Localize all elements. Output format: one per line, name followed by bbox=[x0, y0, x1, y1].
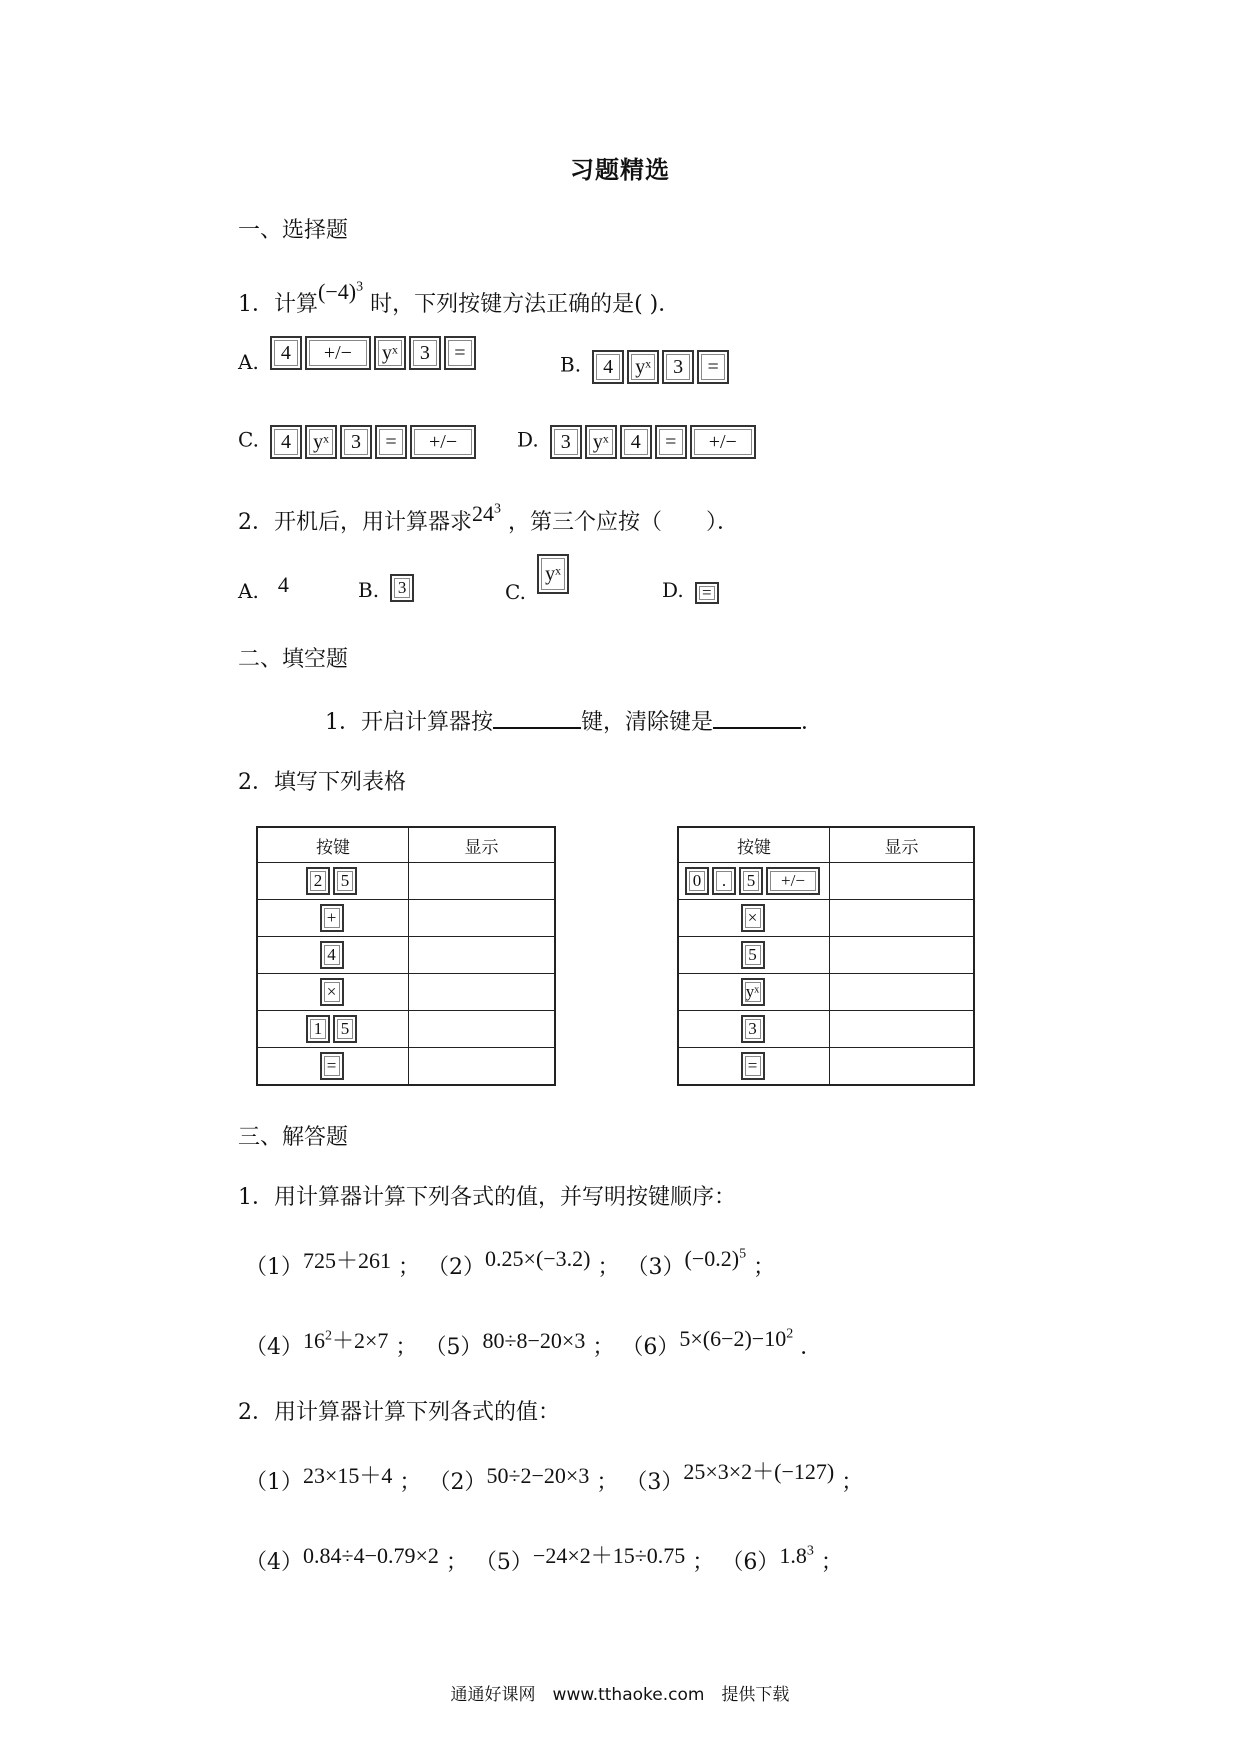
calc-key: 4 bbox=[620, 425, 652, 459]
question-3-1: 1．用计算器计算下列各式的值，并写明按键顺序： bbox=[238, 1185, 736, 1210]
keys-cell: 2 5 bbox=[257, 863, 409, 900]
section-heading-solve: 三、解答题 bbox=[238, 1125, 349, 1150]
calc-key: yˣ bbox=[305, 425, 337, 459]
keys-cell: = bbox=[257, 1048, 409, 1086]
table-row bbox=[678, 937, 974, 974]
table-row bbox=[257, 1048, 555, 1086]
keys-cell: + bbox=[257, 900, 409, 937]
key-sequence bbox=[270, 336, 479, 370]
section-heading-choice: 一、选择题 bbox=[238, 218, 349, 243]
calc-key: = bbox=[444, 336, 476, 370]
keys-cell: 3 bbox=[678, 1011, 830, 1048]
section-heading-fill: 二、填空题 bbox=[238, 647, 349, 672]
table-header: 显示 bbox=[830, 827, 975, 863]
display-cell bbox=[409, 900, 556, 937]
calc-key: +/− bbox=[305, 336, 371, 370]
calc-key: 3 bbox=[550, 425, 582, 459]
calc-key: 3 bbox=[662, 350, 694, 384]
keys-cell: yˣ bbox=[678, 974, 830, 1011]
calc-key: 4 bbox=[270, 425, 302, 459]
table-row bbox=[678, 863, 974, 900]
display-cell bbox=[830, 900, 975, 937]
option-1-a: A. 4 +/− yˣ 3 = bbox=[238, 350, 479, 374]
display-cell bbox=[830, 937, 975, 974]
table-row bbox=[678, 1011, 974, 1048]
calc-key: +/− bbox=[410, 425, 476, 459]
display-cell bbox=[409, 1011, 556, 1048]
table-row bbox=[678, 900, 974, 937]
calc-key: +/− bbox=[690, 425, 756, 459]
calc-key: yˣ bbox=[374, 336, 406, 370]
expression-row: $(4)16^2+2\times 7$ ； （5）80÷8−20×3 ； $(6)5\times(6-2)-10^2$ ． bbox=[245, 1326, 823, 1360]
table-header: 按键 bbox=[257, 827, 409, 863]
table-row bbox=[257, 900, 555, 937]
answer-blank bbox=[713, 705, 801, 729]
question-1-2: 2．开机后，用计算器求$24^3$ ，第三个应按（ ）． bbox=[238, 501, 740, 535]
option-2-d: D. = bbox=[662, 578, 722, 604]
calc-key: yˣ bbox=[627, 350, 659, 384]
question-text: 时，下列按键方法正确的是( )． bbox=[370, 292, 681, 317]
keys-cell: 1 5 bbox=[257, 1011, 409, 1048]
option-1-c: C. 4 yˣ 3 = +/− bbox=[238, 425, 479, 459]
calc-key: 3 bbox=[409, 336, 441, 370]
keys-cell: 5 bbox=[678, 937, 830, 974]
calc-key: = bbox=[697, 350, 729, 384]
display-cell bbox=[830, 863, 975, 900]
page-footer: 通通好课网 www.tthaoke.com 提供下载 bbox=[450, 1685, 790, 1705]
display-cell bbox=[830, 1048, 975, 1086]
calc-key: yˣ bbox=[585, 425, 617, 459]
display-cell bbox=[409, 863, 556, 900]
option-1-d: D. 3 yˣ 4 = +/− bbox=[517, 425, 759, 459]
question-text: 1．计算 bbox=[238, 292, 318, 317]
keys-cell: × bbox=[257, 974, 409, 1011]
calc-key: 3 bbox=[390, 574, 414, 602]
table-header: 按键 bbox=[678, 827, 830, 863]
keypress-table-1 bbox=[256, 826, 556, 1086]
question-1-1 bbox=[238, 279, 681, 318]
key-sequence bbox=[270, 425, 479, 459]
key-sequence bbox=[550, 425, 759, 459]
calc-key: 3 bbox=[340, 425, 372, 459]
expression-row: （4）0.84÷4−0.79×2 ； （5）−24×2＋15÷0.75 ； $(6)1.8^3$ ； bbox=[245, 1543, 843, 1575]
keypress-table-2 bbox=[677, 826, 975, 1086]
display-cell bbox=[409, 937, 556, 974]
table-row bbox=[257, 863, 555, 900]
keys-cell: 4 bbox=[257, 937, 409, 974]
table-row bbox=[257, 1011, 555, 1048]
calc-key: yˣ bbox=[537, 554, 569, 594]
page-title: 习题精选 bbox=[570, 156, 670, 184]
calc-key: = bbox=[375, 425, 407, 459]
keys-cell: 0 . 5 +/− bbox=[678, 863, 830, 900]
math-expr: $24^3$ bbox=[472, 501, 501, 526]
table-header: 显示 bbox=[409, 827, 556, 863]
table-row bbox=[257, 937, 555, 974]
calc-key: = bbox=[695, 582, 719, 604]
display-cell bbox=[409, 974, 556, 1011]
keys-cell: × bbox=[678, 900, 830, 937]
option-2-a: A. 4 bbox=[238, 572, 289, 603]
calc-key: = bbox=[655, 425, 687, 459]
answer-blank bbox=[493, 705, 581, 729]
question-2-2: 2．填写下列表格 bbox=[238, 770, 406, 795]
question-3-2: 2．用计算器计算下列各式的值： bbox=[238, 1400, 560, 1425]
table-row bbox=[257, 974, 555, 1011]
calc-key: 4 bbox=[592, 350, 624, 384]
keys-cell: = bbox=[678, 1048, 830, 1086]
display-cell bbox=[409, 1048, 556, 1086]
display-cell bbox=[830, 974, 975, 1011]
table-row bbox=[678, 1048, 974, 1086]
calc-key: 4 bbox=[270, 336, 302, 370]
math-expr: $(-4)^3$ bbox=[318, 279, 364, 304]
expression-row: （1）23×15＋4 ； （2）50÷2−20×3 ； （3）25×3×2＋(−127) ； bbox=[245, 1459, 864, 1495]
table-row bbox=[678, 974, 974, 1011]
option-1-b: B. 4 yˣ 3 = bbox=[560, 350, 732, 384]
option-2-c: C. yˣ bbox=[505, 570, 572, 594]
display-cell bbox=[830, 1011, 975, 1048]
option-2-b: B. 3 bbox=[358, 578, 417, 602]
question-2-1: 1．开启计算器按 键，清除键是 ． bbox=[325, 705, 823, 736]
key-sequence bbox=[592, 350, 732, 384]
expression-row: （1）725＋261 ； （2）0.25×(−3.2) ； $(3)(-0.2)^5$ ； bbox=[245, 1246, 776, 1280]
